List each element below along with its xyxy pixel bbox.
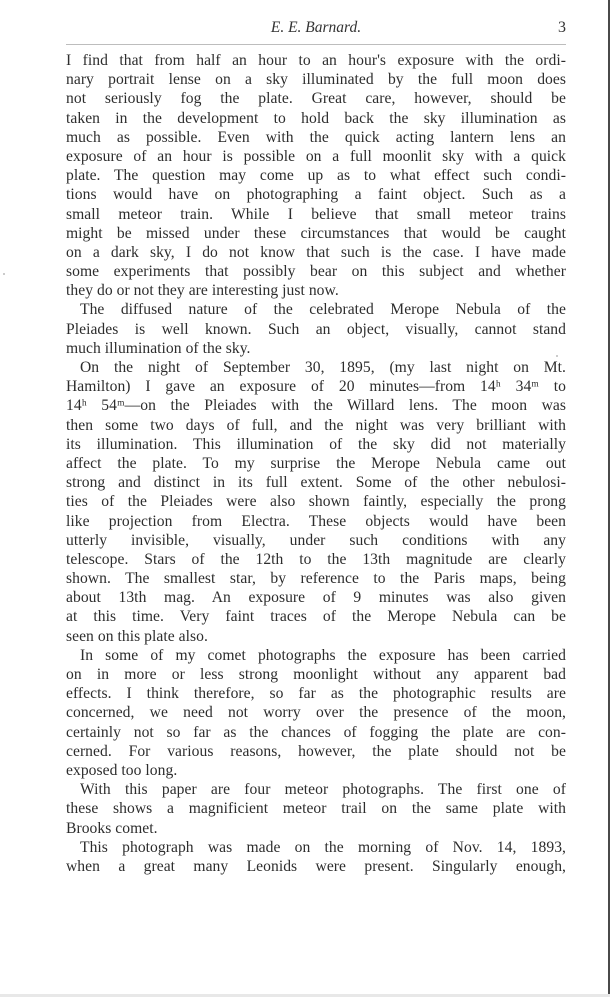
- paragraph: [66, 838, 566, 876]
- text-line: cerned. For various reasons, however, the plate should not be: [66, 742, 566, 760]
- text-line: much illumination of the sky.: [66, 339, 251, 357]
- text-line: taken in the development to hold back the sky illumination as: [66, 109, 566, 127]
- text-line: exposed too long.: [66, 761, 178, 779]
- page-number: 3: [558, 19, 566, 36]
- text-line: I find that from half an hour to an hour's exposure with the ordi-: [66, 52, 566, 69]
- text-line: at this time. Very faint traces of the Merope Nebula can be: [66, 608, 566, 626]
- text-line: certainly not so far as the chances of fogging the plate are con-: [66, 723, 566, 741]
- text-line: affect the plate. To my surprise the Merope Nebula came out: [66, 454, 566, 472]
- text-line: Hamilton) I gave an exposure of 20 minutes—from 14ʰ 34ᵐ to: [66, 378, 566, 396]
- text-line: on in more or less strong moonlight without any apparent bad: [66, 666, 566, 683]
- text-line: seen on this plate also.: [66, 627, 208, 645]
- text-line: like projection from Electra. These objects would have been: [66, 512, 566, 530]
- text-line: on a dark sky, I do not know that such is the case. I have made: [66, 243, 566, 261]
- text-line: This photograph was made on the morning of Nov. 14, 1893,: [80, 838, 566, 856]
- text-line: shown. The smallest star, by reference to the Paris maps, being: [66, 570, 566, 588]
- text-line: Brooks comet.: [66, 819, 158, 837]
- body-text: [66, 51, 566, 876]
- text-line: Pleiades is well known. Such an object, visually, cannot stand: [66, 320, 566, 338]
- text-line: The diffused nature of the celebrated Merope Nebula of the: [80, 301, 566, 319]
- paragraph: [66, 780, 566, 838]
- paragraph: [66, 358, 566, 646]
- text-line: not seriously fog the plate. Great care, however, should be: [66, 90, 566, 108]
- running-head: [66, 19, 566, 43]
- text-line: small meteor train. While I believe that small meteor trains: [66, 205, 566, 223]
- paragraph: [66, 646, 566, 780]
- paragraph: [66, 300, 566, 358]
- text-line: plate. The question may come up as to what effect such condi-: [66, 167, 566, 185]
- text-line: they do or not they are interesting just now.: [66, 282, 339, 300]
- text-line: exposure of an hour is possible on a full moonlit sky with a quick: [66, 147, 566, 165]
- text-line: about 13th mag. An exposure of 9 minutes was also given: [66, 589, 566, 607]
- text-line: some experiments that possibly bear on this subject and whether: [66, 263, 566, 281]
- running-title: E. E. Barnard.: [270, 19, 362, 36]
- scan-speck: [3, 273, 5, 275]
- text-line: effects. I think therefore, so far as the photographic results are: [66, 685, 566, 703]
- text-line: ties of the Pleiades were also shown faintly, especially the prong: [66, 493, 566, 511]
- text-line: On the night of September 30, 1895, (my last night on Mt.: [80, 359, 566, 376]
- text-line: tions would have on photographing a faint object. Such as a: [66, 186, 566, 204]
- text-line: when a great many Leonids were present. Singularly enough,: [66, 857, 566, 875]
- text-line: then some two days of full, and the night was very brilliant with: [66, 416, 566, 434]
- scan-speck: [556, 355, 558, 357]
- text-line: concerned, we need not worry over the presence of the moon,: [66, 704, 566, 722]
- text-line: these shows a magnificient meteor trail on the same plate with: [66, 800, 566, 818]
- text-line: With this paper are four meteor photographs. The first one of: [80, 781, 566, 799]
- text-line: much as possible. Even with the quick acting lantern lens an: [66, 128, 566, 146]
- text-line: 14ʰ 54ᵐ—on the Pleiades with the Willard lens. The moon was: [66, 397, 566, 415]
- text-line: strong and distinct in its full extent. Some of the other nebulosi-: [66, 474, 566, 492]
- text-line: telescope. Stars of the 12th to the 13th magnitude are clearly: [66, 550, 566, 568]
- header-rule: [66, 44, 566, 45]
- paragraph: [66, 51, 566, 300]
- text-line: In some of my comet photographs the exposure has been carried: [80, 646, 566, 664]
- text-line: might be missed under these circumstances that would be caught: [66, 224, 566, 242]
- text-line: its illumination. This illumination of the sky did not materially: [66, 435, 566, 453]
- text-line: nary portrait lense on a sky illuminated by the full moon does: [66, 71, 566, 89]
- text-line: utterly invisible, visually, under such conditions with any: [66, 531, 566, 549]
